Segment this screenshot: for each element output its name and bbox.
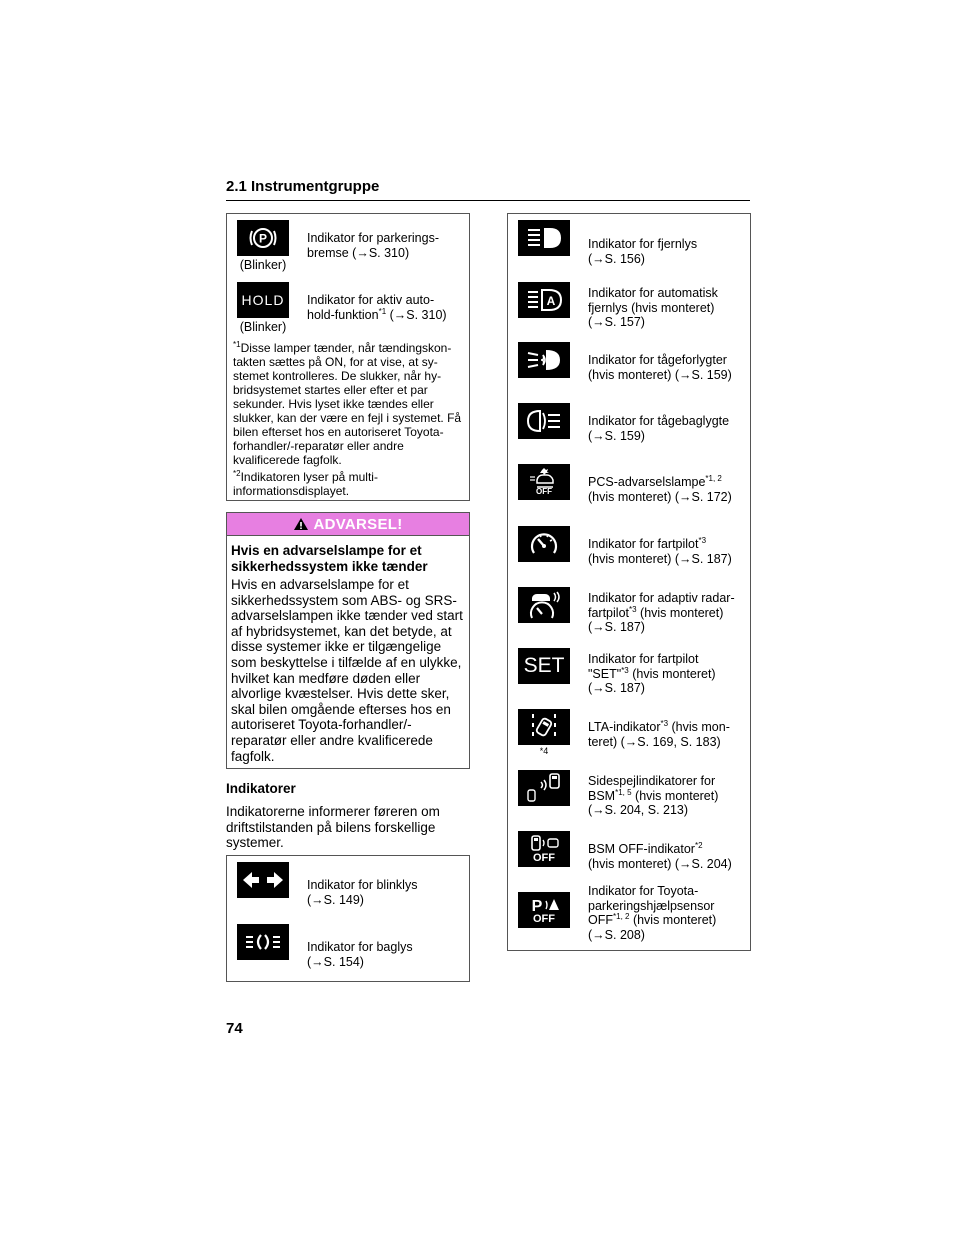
parking-sensor-off-icon: P OFF bbox=[518, 892, 570, 928]
footnote: $^{*1}$Disse lamper tænder, når tændingskon-takten sættes på ON, for at vise, at sy-stemet kontrolleres. De slukker, når hy-bridsystemet startes eller efter et par sekunder. Hvis lyset ikke tændes eller slukker, kan der være en fejl i systemet. Få bilen efterset hos en autoriseret Toyota-forhandler/-reparatør eller andre kvalificerede fagfolk. $^{*2}$Indikatoren lyser på multi-informationsdisplayet. bbox=[233, 340, 462, 498]
info-box-lights bbox=[226, 855, 470, 982]
auto-high-beam-icon bbox=[518, 282, 570, 318]
indicator-description: Indikator for tågebaglygte (→S. 159) bbox=[588, 414, 730, 443]
info-box-parking bbox=[226, 213, 470, 501]
turn-signal-icon bbox=[237, 862, 289, 898]
warning-title: Hvis en advarselslampe for et sikkerhedssystem ikke tænder bbox=[231, 543, 428, 574]
indicator-description: PCS-advarselslampe$^{*1, 2}$ (hvis monteret) (→S. 172) bbox=[588, 473, 732, 504]
bsm-off-icon: OFF bbox=[518, 831, 570, 867]
page-number: 74 bbox=[226, 1020, 243, 1037]
indicator-description: Indikator for parkerings- bremse (→S. 310) bbox=[307, 231, 440, 260]
warning-box bbox=[226, 512, 470, 769]
indicator-description: Indikator for baglys (→S. 154) bbox=[307, 940, 413, 969]
lta-icon bbox=[518, 709, 570, 745]
indicator-description: Indikator for Toyota- parkeringshjælpsensor OFF$^{*1, 2}$ (hvis monteret) (→S. 208) bbox=[588, 884, 717, 942]
high-beam-icon bbox=[518, 220, 570, 256]
indicator-description: Indikator for tågeforlygter (hvis monteret) (→S. 159) bbox=[588, 353, 732, 382]
svg-text:P: P bbox=[258, 231, 268, 246]
indicator-description: Indikator for fartpilot$^{*3}$ (hvis monteret) (→S. 187) bbox=[588, 535, 732, 566]
warning-header bbox=[227, 513, 469, 536]
parking-brake-icon bbox=[237, 220, 289, 256]
svg-text:A: A bbox=[546, 294, 556, 308]
indicator-description: Indikator for fjernlys (→S. 156) bbox=[588, 237, 698, 266]
indicator-description: Indikator for blinklys (→S. 149) bbox=[307, 878, 418, 907]
indicator-description: Indikator for automatisk fjernlys (hvis monteret) (→S. 157) bbox=[588, 286, 718, 329]
info-box-indicators-right bbox=[507, 213, 751, 951]
indicator-description: Sidespejlindikatorer for BSM$^{*1, 5}$ (hvis monteret) (→S. 204, S. 213) bbox=[588, 774, 719, 817]
rear-fog-light-icon bbox=[518, 403, 570, 439]
indicator-description: LTA-indikator$^{*3}$ (hvis mon- teret) (→S. 169, S. 183) bbox=[588, 718, 730, 749]
indicator-description: Indikator for aktiv auto- hold-funktion$^{*1}$ (→S. 310) bbox=[307, 293, 447, 322]
icon-caption: (Blinker) bbox=[239, 258, 287, 272]
indicators-intro: Indikatorerne informerer føreren om driftstilstanden på bilens forskellige systemer. bbox=[226, 804, 440, 851]
front-fog-light-icon bbox=[518, 342, 570, 378]
hold-icon: HOLD bbox=[237, 282, 289, 318]
warning-label: ADVARSEL! bbox=[313, 515, 403, 533]
icon-caption: *4 bbox=[539, 746, 549, 756]
pcs-warning-icon: OFF bbox=[518, 464, 570, 500]
cruise-set-icon: SET bbox=[518, 648, 570, 684]
cruise-control-icon bbox=[518, 526, 570, 562]
bsm-icon bbox=[518, 770, 570, 806]
radar-cruise-control-icon bbox=[518, 587, 570, 623]
svg-text:P: P bbox=[531, 897, 543, 914]
indicators-heading: Indikatorer bbox=[226, 781, 296, 796]
indicator-description: Indikator for adaptiv radar- fartpilot$^{*3}$ (hvis monteret) (→S. 187) bbox=[588, 591, 735, 634]
indicator-description: Indikator for fartpilot "SET"$^{*3}$ (hvis monteret) (→S. 187) bbox=[588, 652, 716, 695]
indicator-description: BSM OFF-indikator$^{*2}$ (hvis monteret) (→S. 204) bbox=[588, 840, 732, 871]
warning-triangle-icon bbox=[293, 517, 309, 531]
tail-light-icon bbox=[237, 924, 289, 960]
section-title: 2.1 Instrumentgruppe bbox=[226, 178, 750, 201]
warning-text: Hvis en advarselslampe for et sikkerhedssystem som ABS- og SRS-advarselslampen ikke tænder ved start af hybridsystemet, kan det betyde, at disse systemer ikke er tilgængelige som beskyttelse i tilfælde af en ulykke, hvilket kan medføre døden eller alvorlige kvæstelser. Hvis dette sker, skal bilen omgående efterses hos en autoriseret Toyota-forhandler/-reparatør eller andre kvalificerede fagfolk. bbox=[231, 577, 463, 764]
icon-caption: (Blinker) bbox=[239, 320, 287, 334]
